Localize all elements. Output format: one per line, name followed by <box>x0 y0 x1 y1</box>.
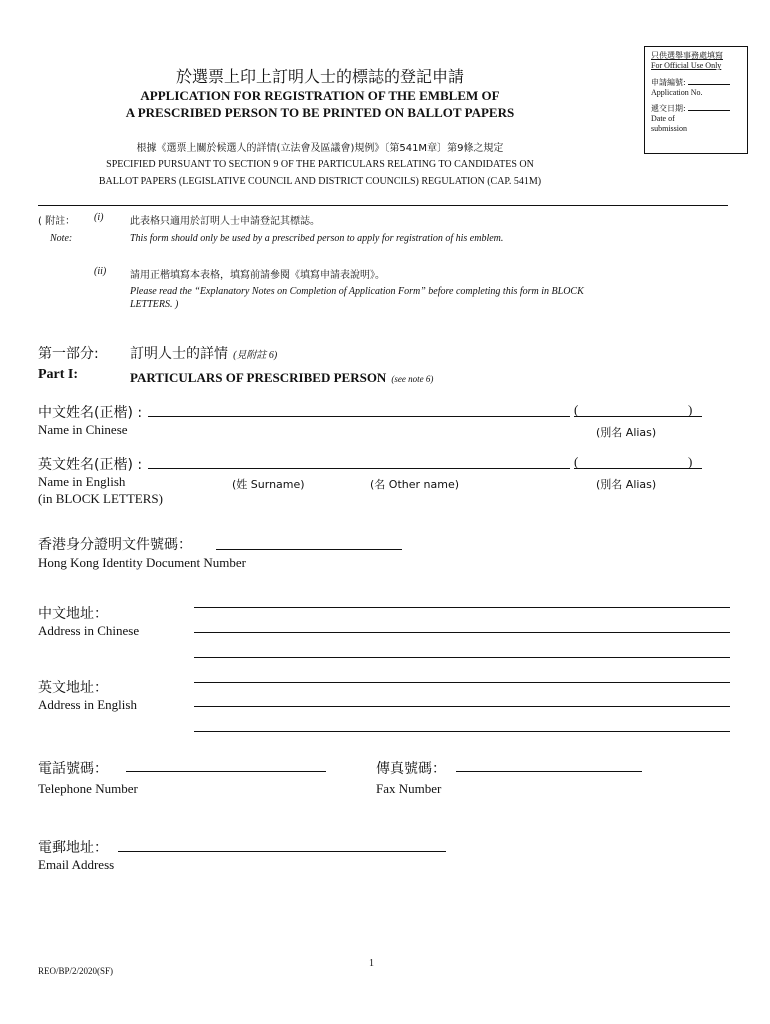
submission-date-label-cn: 遞交日期: <box>651 104 686 113</box>
form-title-cn: 於選票上印上訂明人士的標誌的登記申請 <box>175 67 464 86</box>
hkid-label-cn: 香港身分證明文件號碼： <box>38 537 192 553</box>
note-label-cn: ( 附註： <box>38 216 76 227</box>
legal-basis-en-line2: BALLOT PAPERS (LEGISLATIVE COUNCIL AND DISTRICT COUNCILS) REGULATION (CAP. 541M) <box>98 176 542 187</box>
name-en-alias-close: ) <box>688 454 693 469</box>
part1-label-cn: 第一部分: <box>38 346 99 362</box>
other-name-label: (名 Other name) <box>370 478 460 491</box>
part1-heading-cn-note: (見附註 6) <box>233 350 278 361</box>
address-en-input-line1[interactable] <box>194 682 730 683</box>
name-en-alias-input[interactable] <box>574 468 702 469</box>
name-cn-label-cn: 中文姓名(正楷) : <box>38 405 143 421</box>
address-cn-label-en: Address in Chinese <box>38 623 140 638</box>
note-label-en: Note: <box>50 233 73 244</box>
address-cn-input-line1[interactable] <box>194 607 730 608</box>
address-en-input-line2[interactable] <box>194 706 730 707</box>
telephone-label-cn: 電話號碼： <box>38 761 108 777</box>
application-no-field[interactable] <box>688 77 730 85</box>
hkid-input[interactable] <box>216 549 402 550</box>
name-en-label-cn: 英文姓名(正楷) : <box>38 457 143 473</box>
address-cn-label-cn: 中文地址： <box>38 606 108 622</box>
note-i-cn: 此表格只適用於訂明人士申請登記其標誌。 <box>130 216 320 227</box>
name-cn-alias-label: (別名 Alias) <box>596 426 657 439</box>
name-cn-label-en: Name in Chinese <box>38 422 128 437</box>
official-title-cn: 只供選舉事務處填寫 <box>651 51 723 60</box>
note-ii-en-line2: LETTERS. ) <box>130 299 179 310</box>
part1-label-en: Part I: <box>38 367 79 382</box>
submission-date-field[interactable] <box>688 103 730 111</box>
address-cn-input-line2[interactable] <box>194 632 730 633</box>
telephone-input[interactable] <box>126 771 326 772</box>
application-no-label-en: Application No. <box>651 88 703 97</box>
part1-heading-cn: 訂明人士的詳情 <box>130 346 228 362</box>
name-en-label-en-2: (in BLOCK LETTERS) <box>38 491 163 506</box>
official-title-en: For Official Use Only <box>651 61 722 70</box>
email-label-cn: 電郵地址： <box>38 840 108 856</box>
part1-heading-en: PARTICULARS OF PRESCRIBED PERSON <box>130 370 387 385</box>
note-i-marker: (i) <box>94 212 104 223</box>
name-en-input[interactable] <box>148 468 570 469</box>
application-no-label-cn: 申請編號: <box>651 78 686 87</box>
official-use-box <box>644 46 748 154</box>
form-code: REO/BP/2/2020(SF) <box>38 966 114 976</box>
name-cn-alias-input[interactable] <box>574 416 702 417</box>
part1-heading-en-wrap <box>130 367 433 386</box>
note-ii-en-line1: Please read the “Explanatory Notes on Completion of Application Form” before completing this form in BLOCK <box>130 286 584 297</box>
name-en-alias-label: (別名 Alias) <box>596 478 657 491</box>
name-en-alias-open: ( <box>574 454 579 469</box>
name-cn-alias-close: ) <box>688 402 693 417</box>
telephone-label-en: Telephone Number <box>38 781 138 796</box>
fax-label-cn: 傳真號碼： <box>376 761 446 777</box>
submission-date-label-en-2: submission <box>651 124 688 133</box>
address-cn-input-line3[interactable] <box>194 657 730 658</box>
note-ii-cn: 請用正楷填寫本表格，填寫前請參閱《填寫申請表說明》。 <box>130 270 385 281</box>
address-en-input-line3[interactable] <box>194 731 730 732</box>
legal-basis-en-line1: SPECIFIED PURSUANT TO SECTION 9 OF THE PARTICULARS RELATING TO CANDIDATES ON <box>106 159 534 170</box>
email-input[interactable] <box>118 851 446 852</box>
form-title-en-line2: A PRESCRIBED PERSON TO BE PRINTED ON BALLOT PAPERS <box>125 105 515 120</box>
name-cn-input[interactable] <box>148 416 570 417</box>
note-ii-marker: (ii) <box>94 266 107 277</box>
form-title-en-line1: APPLICATION FOR REGISTRATION OF THE EMBLEM OF <box>140 88 500 103</box>
address-en-label-en: Address in English <box>38 697 137 712</box>
name-cn-alias-open: ( <box>574 402 579 417</box>
note-i-en: This form should only be used by a prescribed person to apply for registration of his emblem. <box>130 233 504 244</box>
part1-heading-cn-wrap <box>130 343 277 363</box>
legal-basis-cn: 根據《選票上關於候選人的詳情(立法會及區議會)規例》〔第541M章〕第9條之規定 <box>136 143 504 154</box>
header-divider <box>38 205 728 206</box>
surname-label: (姓 Surname) <box>232 478 305 491</box>
fax-label-en: Fax Number <box>376 781 442 796</box>
page-number: 1 <box>369 958 374 969</box>
part1-heading-en-note: (see note 6) <box>391 374 434 384</box>
hkid-label-en: Hong Kong Identity Document Number <box>38 555 246 570</box>
email-label-en: Email Address <box>38 857 115 872</box>
address-en-label-cn: 英文地址： <box>38 680 108 696</box>
name-en-label-en-1: Name in English <box>38 474 126 489</box>
fax-input[interactable] <box>456 771 642 772</box>
submission-date-label-en-1: Date of <box>651 114 675 123</box>
